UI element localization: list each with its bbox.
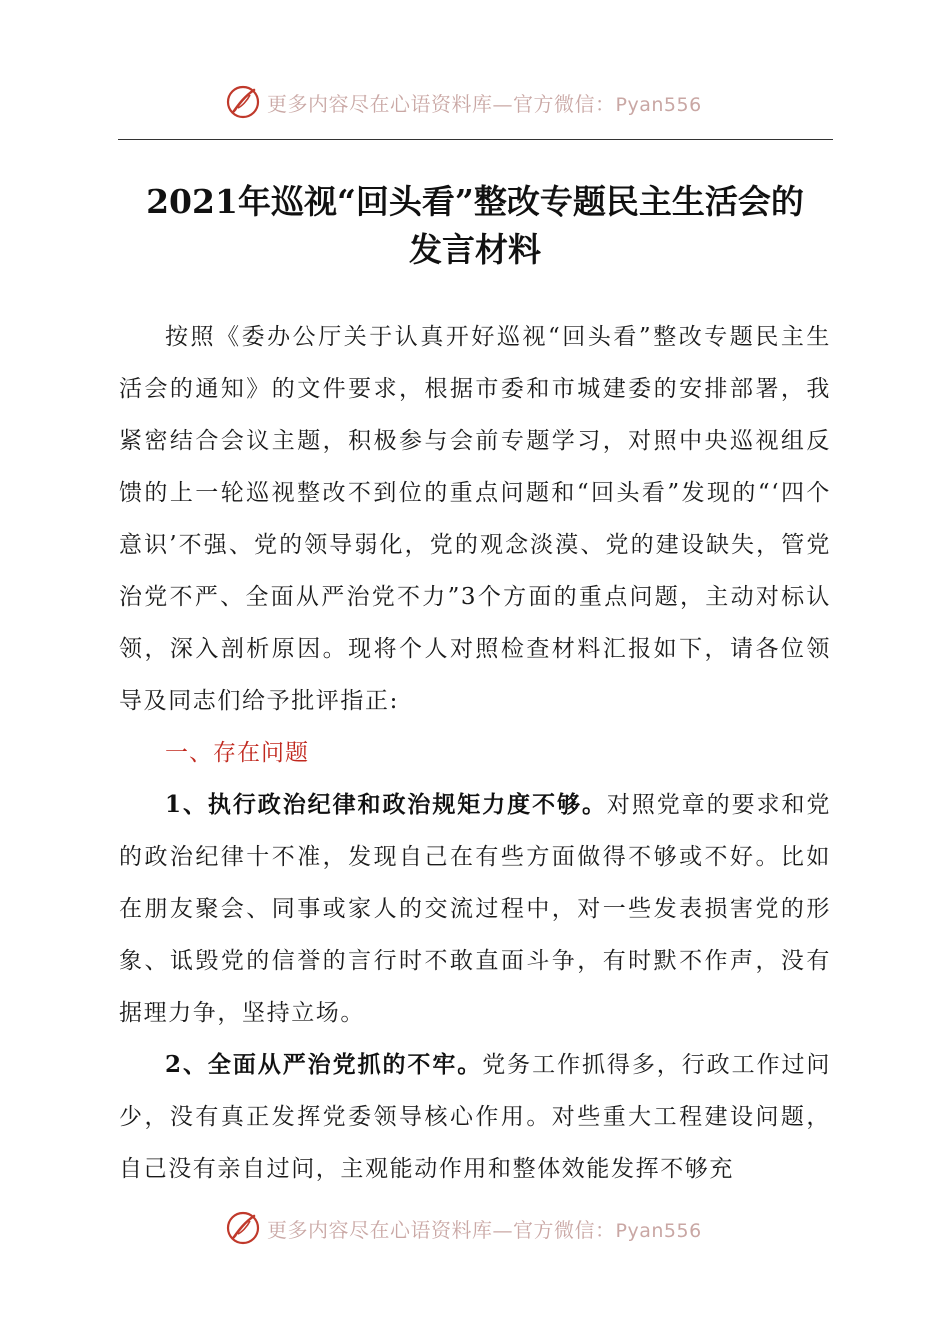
banner-text: 更多内容尽在心语资料库—官方微信：Pyan556 — [267, 91, 702, 116]
header-divider — [118, 139, 833, 140]
document-title — [110, 178, 840, 274]
document-body — [119, 311, 831, 1195]
issue-text-1: 对照党章的要求和党的政治纪律十不准，发现自己在有些方面做得不够或不好。比如在朋友聚会、同事或家人的交流过程中，对一些发表损害党的形象、诋毁党的信誉的言行时不敢直面斗争，有时默不作声，没有据理力争，坚持立场。 — [119, 792, 831, 1026]
issue-paragraph-1 — [119, 779, 831, 1039]
intro-paragraph: 按照《委办公厅关于认真开好巡视“回头看”整改专题民主生活会的通知》的文件要求，根据市委和市城建委的安排部署，我紧密结合会议主题，积极参与会前专题学习，对照中央巡视组反馈的上一轮巡视整改不到位的重点问题和“回头看”发现的“‘四个意识’不强、党的领导弱化，党的观念淡漠、党的建设缺失，管党治党不严、全面从严治党不力”3个方面的重点问题，主动对标认领，深入剖析原因。现将个人对照检查材料汇报如下，请各位领导及同志们给予批评指正: — [119, 324, 831, 714]
title-line-1: 2021年巡视“回头看”整改专题民主生活会的 — [146, 182, 804, 221]
issue-lead-1: 1、执行政治纪律和政治规矩力度不够。 — [165, 791, 607, 818]
section-heading: 一、存在问题 — [165, 740, 309, 766]
quill-logo-icon — [225, 1210, 261, 1246]
footer-banner — [225, 1210, 702, 1246]
banner-text: 更多内容尽在心语资料库—官方微信：Pyan556 — [267, 1217, 702, 1242]
issue-paragraph-2 — [119, 1039, 831, 1195]
issue-lead-2: 2、全面从严治党抓的不牢。 — [165, 1051, 483, 1078]
header-banner — [225, 84, 702, 120]
issue-text-2: 党务工作抓得多，行政工作过问少，没有真正发挥党委领导核心作用。对些重大工程建设问题，自己没有亲自过问，主观能动作用和整体效能发挥不够充 — [119, 1052, 831, 1182]
title-line-2: 发言材料 — [409, 230, 541, 269]
quill-logo-icon — [225, 84, 261, 120]
